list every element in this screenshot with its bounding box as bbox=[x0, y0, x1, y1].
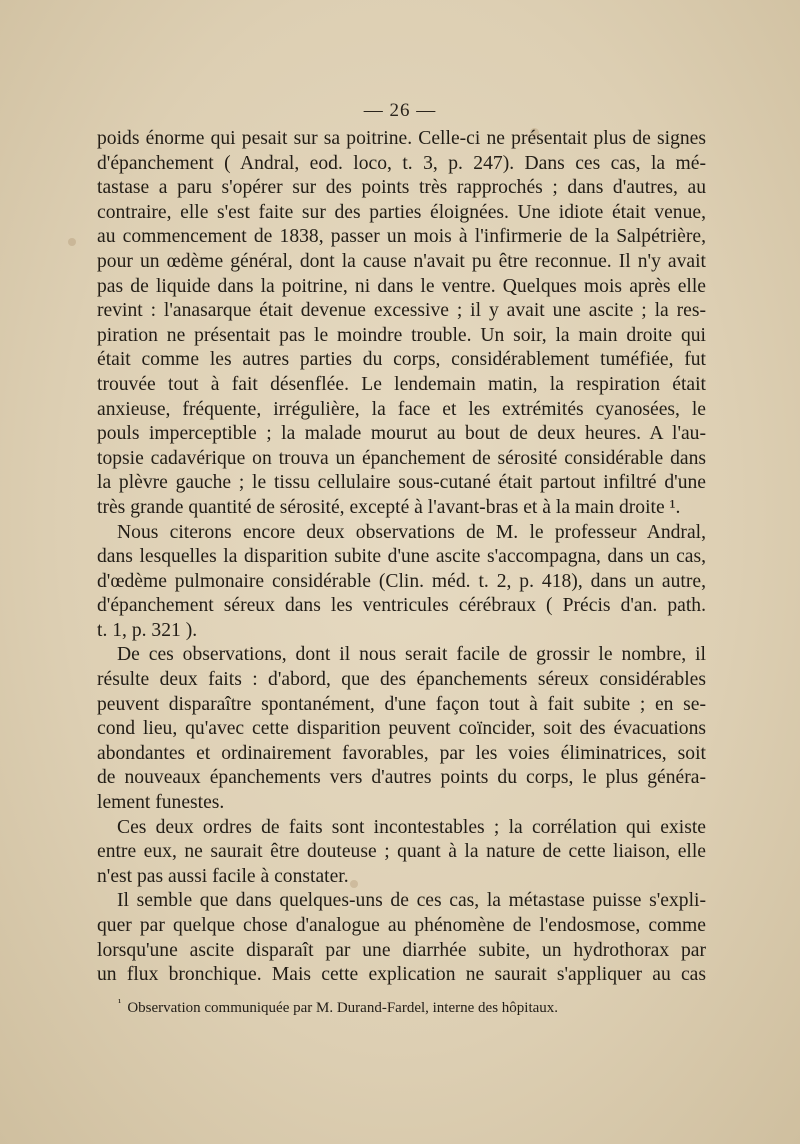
text-line: d'œdème pulmonaire considérable (Clin. méd. t. 2, p. 418), dans un autre, bbox=[97, 570, 706, 592]
page-number: — 26 — bbox=[363, 100, 437, 121]
text-line: la plèvre gauche ; le tissu cellulaire sous-cutané était partout infiltré d'une bbox=[97, 472, 706, 494]
text-line: d'épanchement ( Andral, eod. loco, t. 3, p. 247). Dans ces cas, la mé- bbox=[97, 152, 706, 174]
text-line: lement funestes. bbox=[97, 792, 225, 814]
footnote-mark: ¹ bbox=[118, 997, 122, 1009]
text-line: Ces deux ordres de faits sont incontestables ; la corrélation qui existe bbox=[117, 816, 706, 838]
text-line: pas de liquide dans la poitrine, ni dans le ventre. Quelques mois après elle bbox=[97, 275, 706, 297]
text-line: entre eux, ne saurait être douteuse ; quant à la nature de cette liaison, elle bbox=[97, 841, 706, 863]
text-line: cond lieu, qu'avec cette disparition peuvent coïncider, soit des évacuations bbox=[97, 718, 706, 740]
text-line: de nouveaux épanchements vers d'autres points du corps, le plus généra- bbox=[97, 767, 706, 789]
text-line: dans lesquelles la disparition subite d'une ascite s'accompagna, dans un cas, bbox=[97, 546, 706, 568]
footnote bbox=[118, 997, 718, 1017]
text-line: pouls imperceptible ; la malade mourut au bout de deux heures. A l'au- bbox=[97, 423, 706, 445]
text-line: contraire, elle s'est faite sur des parties éloignées. Une idiote était venue, bbox=[97, 201, 706, 223]
footnote-text: Observation communiquée par M. Durand-Fardel, interne des hôpitaux. bbox=[127, 1000, 559, 1016]
text-line: tastase a paru s'opérer sur des points très rapprochés ; dans d'autres, au bbox=[97, 177, 706, 199]
text-line: résulte deux faits : d'abord, que des épanchements séreux considérables bbox=[97, 669, 706, 691]
text-line: t. 1, p. 321 ). bbox=[97, 619, 198, 641]
text-line: était comme les autres parties du corps, considérablement tuméfiée, fut bbox=[97, 349, 706, 371]
text-line: au commencement de 1838, passer un mois à l'infirmerie de la Salpétrière, bbox=[97, 226, 706, 248]
text-line: trouvée tout à fait désenflée. Le lendemain matin, la respiration était bbox=[97, 373, 706, 395]
text-line: pour un œdème général, dont la cause n'avait pu être reconnue. Il n'y avait bbox=[97, 250, 706, 272]
text-line: De ces observations, dont il nous serait facile de grossir le nombre, il bbox=[117, 644, 706, 666]
body-text bbox=[97, 127, 706, 988]
text-line: Nous citerons encore deux observations de M. le professeur Andral, bbox=[117, 521, 706, 543]
text-line: revint : l'anasarque était devenue excessive ; il y avait une ascite ; la res- bbox=[97, 300, 706, 322]
text-line: lorsqu'une ascite disparaît par une diarrhée subite, un hydrothorax par bbox=[97, 939, 706, 961]
text-line: très grande quantité de sérosité, excepté à l'avant-bras et à la main droite ¹. bbox=[97, 496, 681, 518]
text-line: quer par quelque chose d'analogue au phénomène de l'endosmose, comme bbox=[97, 915, 706, 936]
text-line: Il semble que dans quelques-uns de ces cas, la métastase puisse s'expli- bbox=[117, 890, 706, 912]
text-line: d'épanchement séreux dans les ventricules cérébraux ( Précis d'an. path. bbox=[97, 595, 706, 617]
text-line: n'est pas aussi facile à constater. bbox=[97, 865, 349, 887]
paper-stain bbox=[68, 238, 76, 246]
text-line: poids énorme qui pesait sur sa poitrine. Celle-ci ne présentait plus de signes bbox=[97, 128, 706, 149]
text-line: topsie cadavérique on trouva un épanchement de sérosité considérable dans bbox=[97, 447, 706, 469]
text-line: anxieuse, fréquente, irrégulière, la face et les extrémités cyanosées, le bbox=[97, 398, 706, 420]
text-line: abondantes et ordinairement favorables, par les voies éliminatrices, soit bbox=[97, 742, 706, 764]
text-line: piration ne présentait pas le moindre trouble. Un soir, la main droite qui bbox=[97, 324, 706, 346]
text-line: un flux bronchique. Mais cette explication ne saurait s'appliquer au cas bbox=[97, 964, 706, 986]
text-line: peuvent disparaître spontanément, d'une façon tout à fait subite ; en se- bbox=[97, 693, 706, 715]
